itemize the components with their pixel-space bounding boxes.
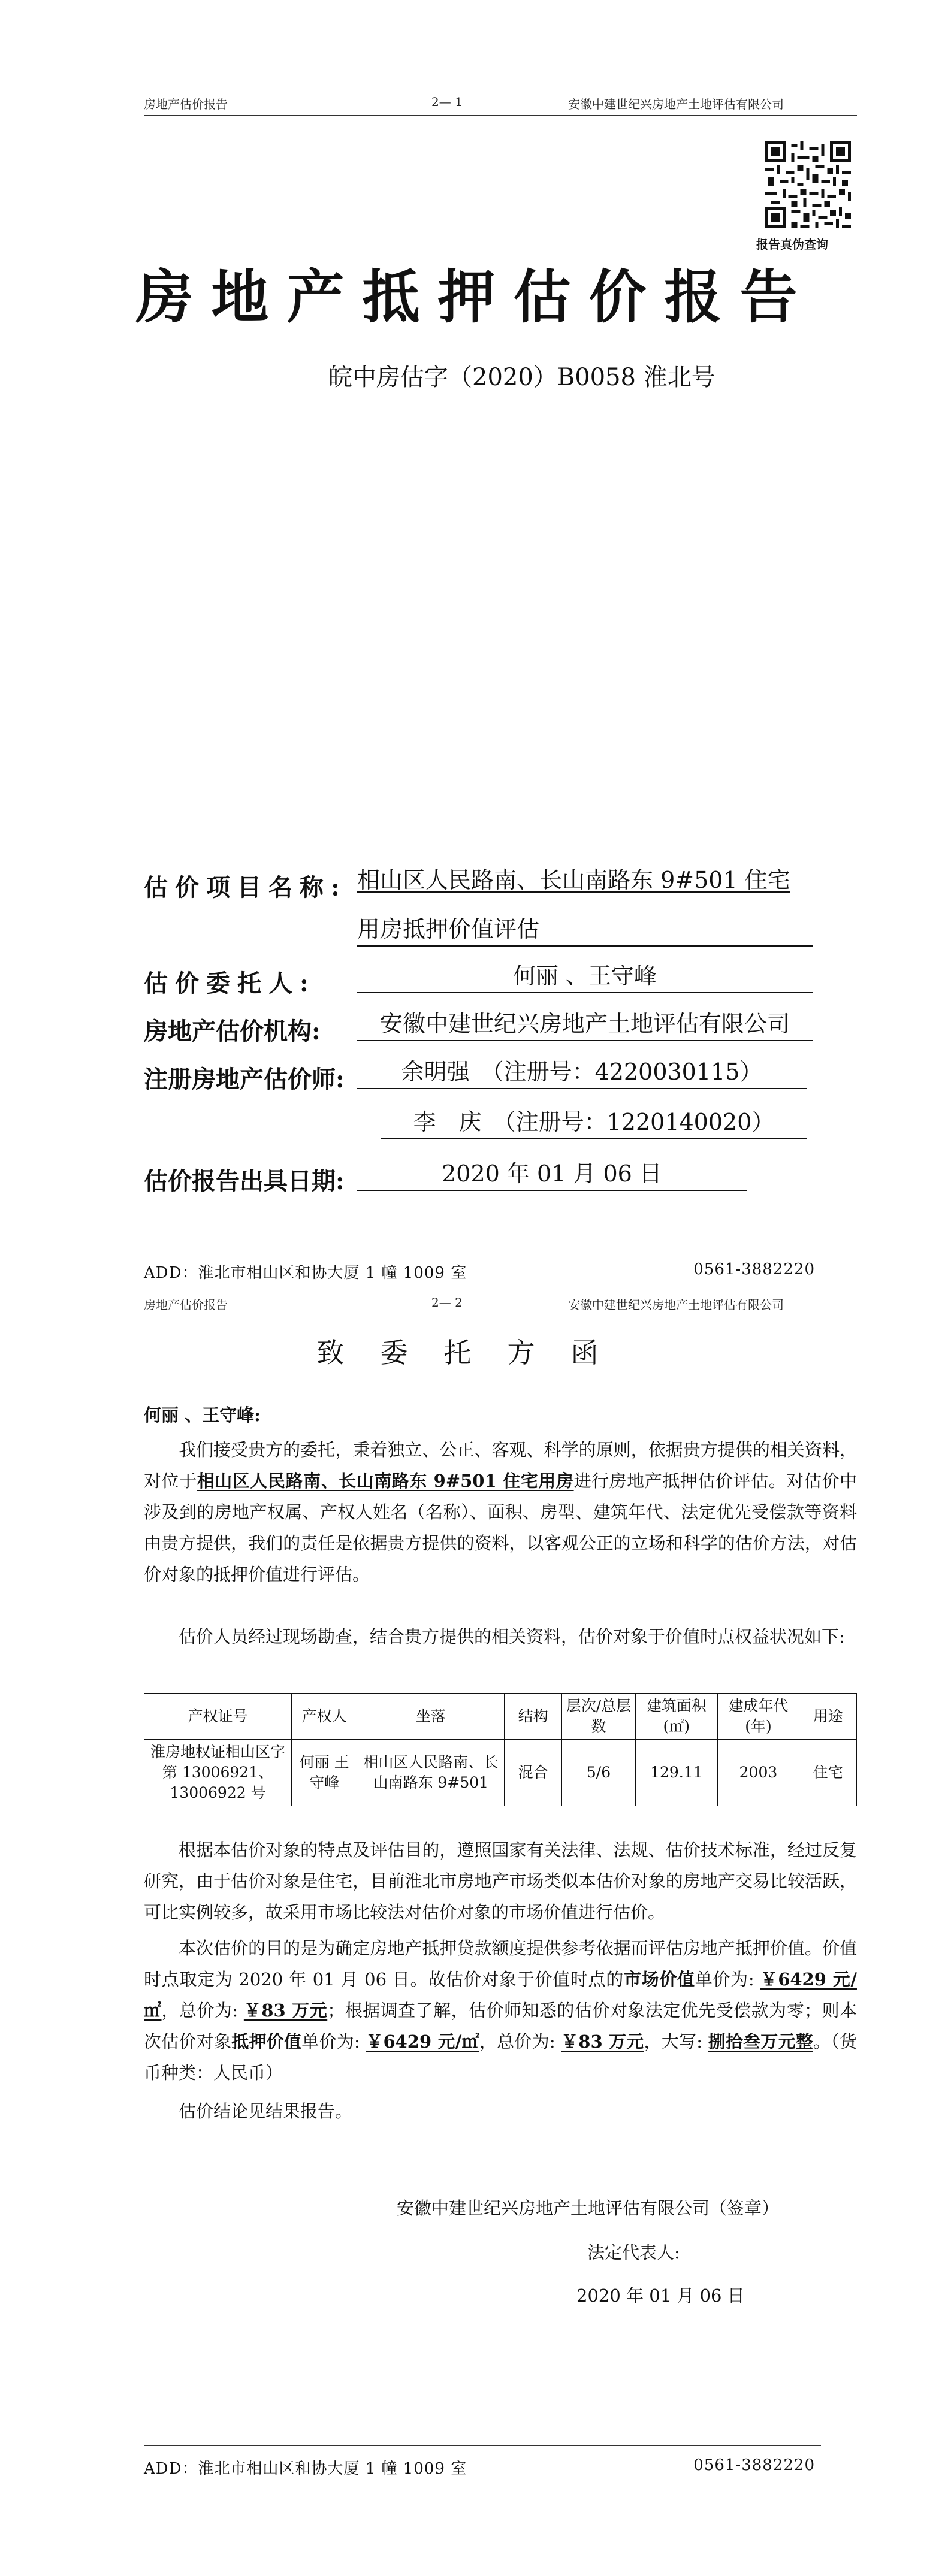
- report-date-label: 估价报告出具日期:: [144, 1167, 345, 1195]
- cell-structure: 混合: [505, 1740, 562, 1806]
- cell-location: 相山区人民路南、长山南路东 9#501: [357, 1740, 505, 1806]
- cell-cert: 淮房地权证相山区字第 13006921、13006922 号: [144, 1740, 292, 1806]
- footer-phone: 0561-3882220: [693, 2456, 815, 2474]
- legal-representative: 法定代表人:: [587, 2242, 680, 2263]
- cell-usage: 住宅: [799, 1740, 857, 1806]
- salutation: 何丽 、王守峰:: [144, 1405, 261, 1425]
- col-header-location: 坐落: [357, 1694, 505, 1740]
- project-name-line1: 相山区人民路南、长山南路东 9#501 住宅: [357, 867, 790, 893]
- appraiser-1: 余明强 （注册号：4220030115）: [357, 1056, 807, 1089]
- qr-code-icon[interactable]: [765, 141, 851, 228]
- header-right: 安徽中建世纪兴房地产土地评估有限公司: [568, 1298, 784, 1312]
- header-rule: [144, 115, 857, 116]
- letter-title: 致委托方函: [316, 1337, 635, 1369]
- agency-value: 安徽中建世纪兴房地产土地评估有限公司: [357, 1008, 813, 1041]
- cell-area: 129.11: [635, 1740, 717, 1806]
- col-header-area: 建筑面积(㎡): [635, 1694, 717, 1740]
- company-signature: 安徽中建世纪兴房地产土地评估有限公司（签章）: [397, 2198, 780, 2218]
- header-right: 安徽中建世纪兴房地产土地评估有限公司: [568, 97, 784, 111]
- col-header-owner: 产权人: [292, 1694, 357, 1740]
- header-left: 房地产估价报告: [144, 97, 228, 111]
- qr-caption: 报告真伪查询: [756, 237, 828, 252]
- footer-address: ADD：淮北市相山区和协大厦 1 幢 1009 室: [144, 1264, 467, 1282]
- footer-2: [144, 2456, 815, 2478]
- col-header-structure: 结构: [505, 1694, 562, 1740]
- footer-1: [144, 1260, 815, 1283]
- paragraph-1: 我们接受贵方的委托，秉着独立、公正、客观、科学的原则，依据贵方提供的相关资料，对位于相山区人民路南、长山南路东 9#501 住宅用房进行房地产抵押估价评估。对估价中涉及到的房地产权属、产权人姓名（名称）、面积、房型、建筑年代、法定优先受偿款等资料由贵方提供，我们的责任是依据贵方提供的资料，以客观公正的立场和科学的估价方法，对估价对象的抵押价值进行评估。: [144, 1440, 857, 1585]
- property-table: [144, 1693, 857, 1806]
- col-header-floor: 层次/总层数: [561, 1694, 635, 1740]
- letter-date: 2020 年 01 月 06 日: [576, 2285, 745, 2306]
- appraiser-2: 李 庆 （注册号：1220140020）: [381, 1106, 807, 1139]
- footer-phone: 0561-3882220: [693, 1260, 815, 1278]
- table-header-row: [144, 1694, 857, 1740]
- paragraph-5: 估价结论见结果报告。: [179, 2101, 353, 2121]
- report-title: 房地产抵押估价报告: [135, 263, 816, 331]
- cell-owner: 何丽 王守峰: [292, 1740, 357, 1806]
- project-name-label: 估价项目名称:: [144, 873, 347, 902]
- header-page-number: 2— 2: [431, 1295, 463, 1310]
- agency-label: 房地产估价机构:: [144, 1017, 321, 1045]
- footer-address: ADD：淮北市相山区和协大厦 1 幢 1009 室: [144, 2460, 467, 2478]
- appraiser-label: 注册房地产估价师:: [144, 1065, 345, 1093]
- col-header-year: 建成年代(年): [717, 1694, 799, 1740]
- table-row: [144, 1740, 857, 1806]
- report-number: 皖中房估字（2020）B0058 淮北号: [328, 364, 715, 391]
- footer-rule: [144, 2445, 821, 2446]
- paragraph-3: 根据本估价对象的特点及评估目的，遵照国家有关法律、法规、估价技术标准，经过反复研究，由于估价对象是住宅，目前淮北市房地产市场类似本估价对象的房地产交易比较活跃，可比实例较多，故采用市场比较法对估价对象的市场价值进行估价。: [144, 1840, 857, 1922]
- col-header-cert: 产权证号: [144, 1694, 292, 1740]
- client-label: 估价委托人:: [144, 969, 316, 997]
- header-page-number: 2— 1: [431, 95, 463, 109]
- cell-year: 2003: [717, 1740, 799, 1806]
- cell-floor: 5/6: [561, 1740, 635, 1806]
- project-name-line2: 用房抵押价值评估: [357, 913, 813, 947]
- report-date-value: 2020 年 01 月 06 日: [357, 1157, 747, 1191]
- client-value: 何丽 、王守峰: [357, 960, 813, 993]
- paragraph-2: 估价人员经过现场勘查，结合贵方提供的相关资料，估价对象于价值时点权益状况如下:: [179, 1626, 845, 1647]
- col-header-usage: 用途: [799, 1694, 857, 1740]
- paragraph-4: 本次估价的目的是为确定房地产抵押贷款额度提供参考依据而评估房地产抵押价值。价值时点取定为 2020 年 01 月 06 日。故估价对象于价值时点的市场价值单价为: ￥6429 元/㎡，总价为: ￥83 万元；根据调查了解，估价师知悉的估价对象法定优先受偿款为零；则本次估价对象抵押价值单价为: ￥6429 元/㎡，总价为: ￥83 万元，大写: 捌拾叁万元整。（货币种类：人民币）: [144, 1938, 857, 2083]
- header-left: 房地产估价报告: [144, 1298, 228, 1312]
